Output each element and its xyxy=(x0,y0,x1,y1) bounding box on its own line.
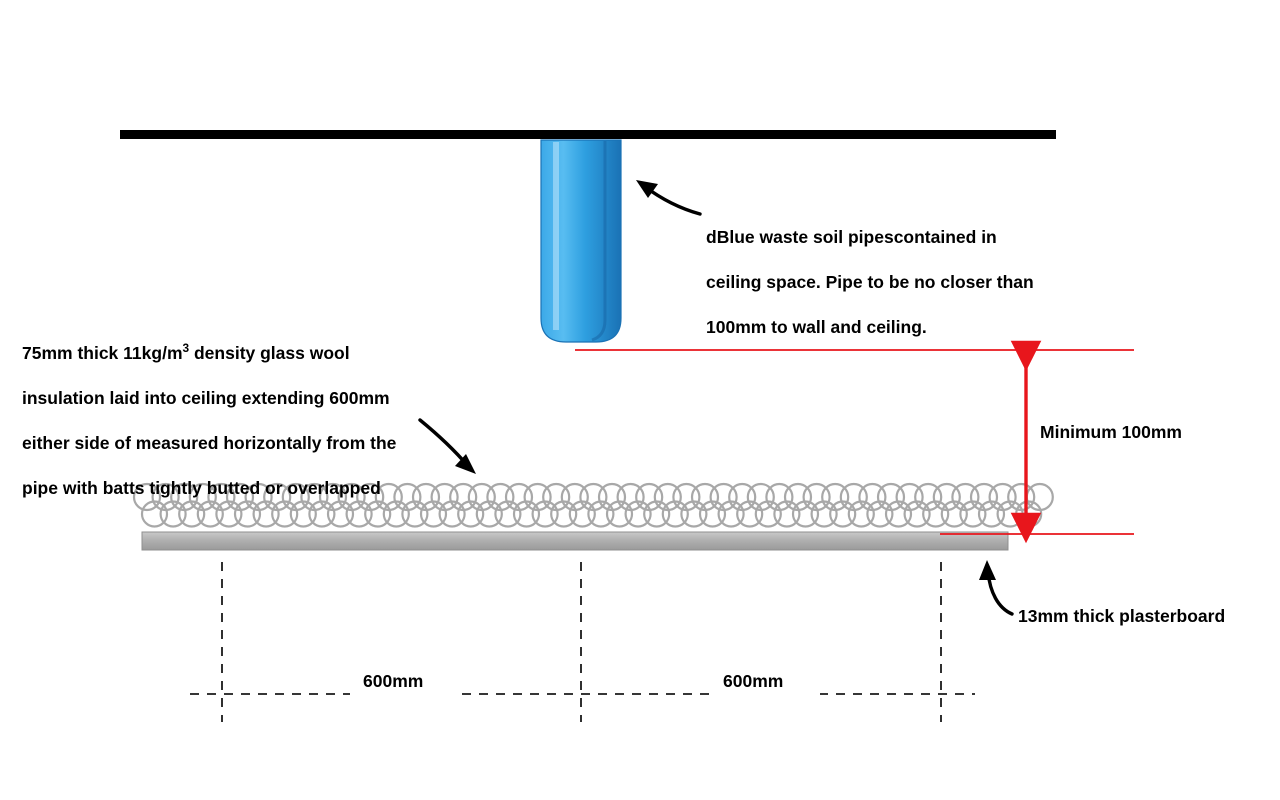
insulation-label-line1-rest: density glass wool xyxy=(189,343,350,364)
waste-soil-pipe xyxy=(541,140,621,342)
dimension-label-left: 600mm xyxy=(363,671,424,691)
pipe-label xyxy=(706,204,1106,338)
pipe-label-line2: ceiling space. Pipe to be no closer than xyxy=(706,272,1034,293)
structure-ceiling-line xyxy=(120,130,1056,139)
plasterboard-callout-arrow-icon xyxy=(979,560,1012,614)
insulation-label-line4: pipe with batts tightly butted or overlapped xyxy=(22,477,381,498)
plasterboard-label: 13mm thick plasterboard xyxy=(1018,606,1226,626)
minimum-gap-label: Minimum 100mm xyxy=(1040,422,1182,442)
plasterboard-layer xyxy=(142,532,1008,550)
insulation-label-line2: insulation laid into ceiling extending 600mm xyxy=(22,388,390,409)
insulation-label-line3: either side of measured horizontally from the xyxy=(22,432,397,453)
insulation-label-superscript: 3 xyxy=(182,341,190,356)
insulation-label-line1: 75mm thick 11kg/m xyxy=(22,343,183,364)
dimension-extension-lines xyxy=(222,562,941,722)
pipe-callout-arrow-icon xyxy=(636,180,700,214)
pipe-label-line1: dBlue waste soil pipescontained in xyxy=(706,227,997,248)
insulation-label xyxy=(22,320,492,499)
pipe-label-line3: 100mm to wall and ceiling. xyxy=(706,316,927,337)
dimension-label-right: 600mm xyxy=(723,671,784,691)
